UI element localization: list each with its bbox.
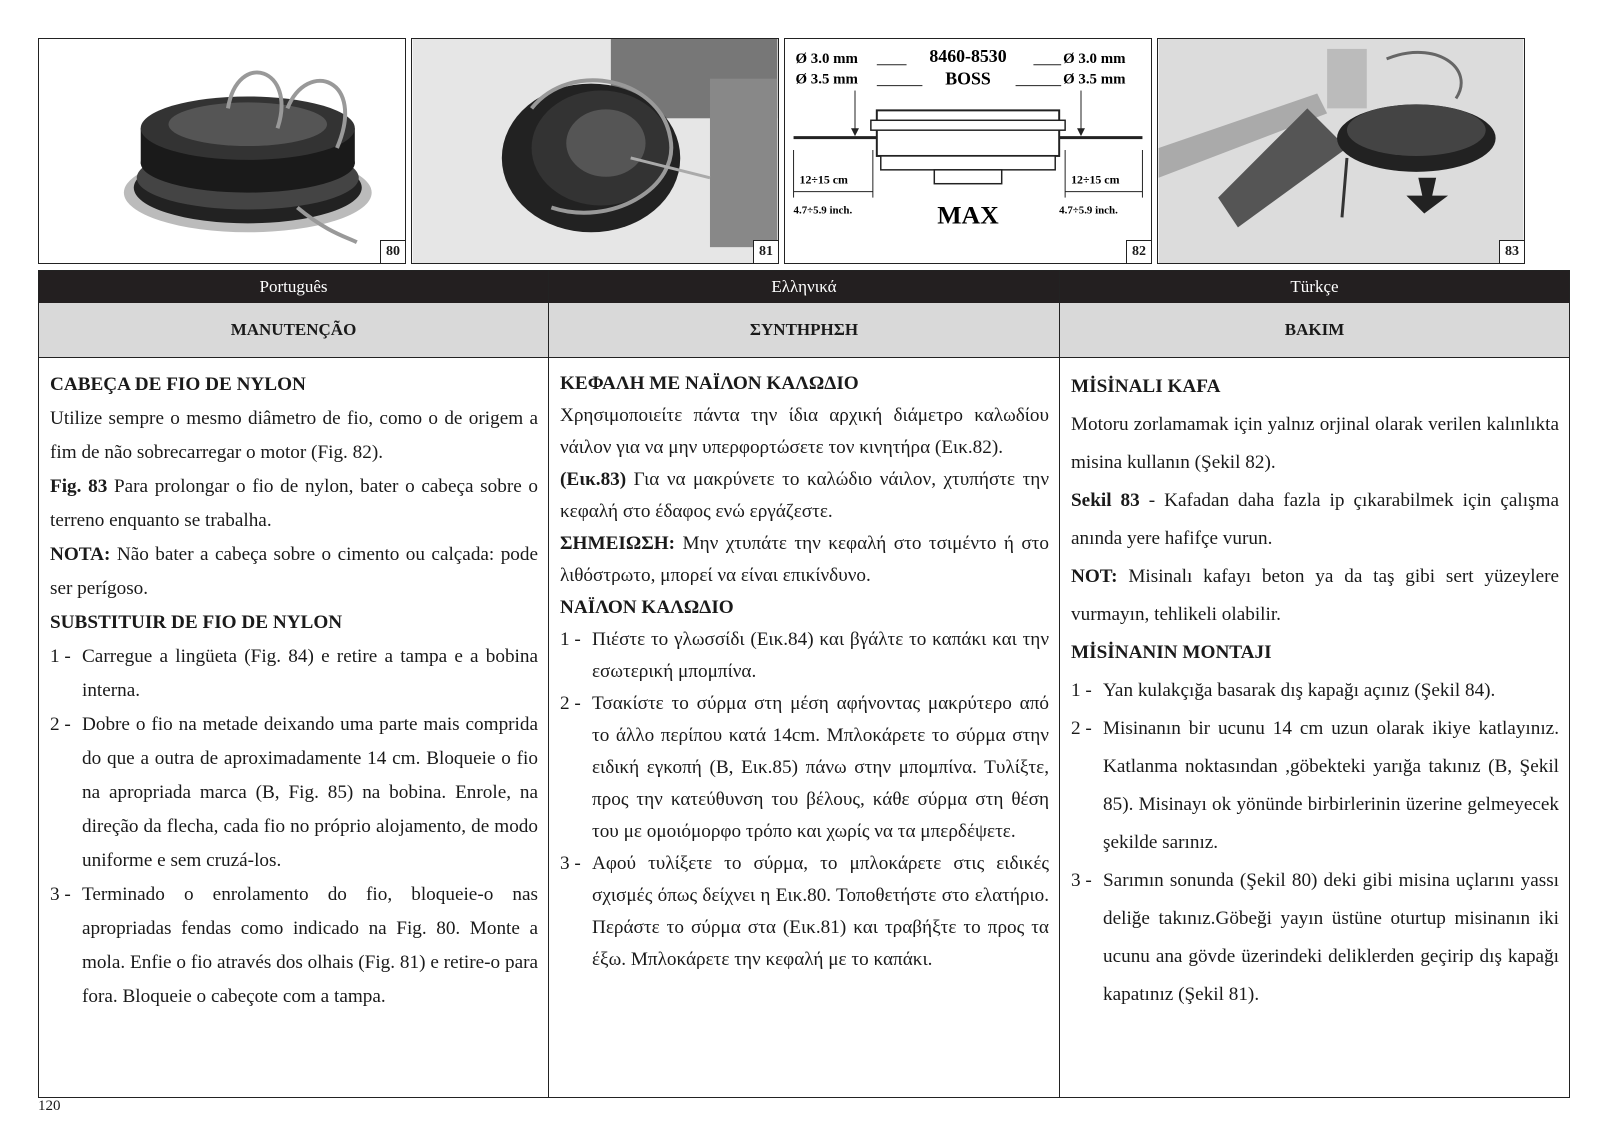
list-number: 3 - [560,853,581,874]
figure-number: 80 [380,240,405,263]
heading-1: ΚΕΦΑΛΗ ΜΕ ΝΑΪΛΟΝ ΚΑΛΩΔΙΟ [560,373,859,394]
note-lead: NOT: [1071,566,1118,587]
nylon-spool-icon [39,39,405,263]
paragraph-2-text: Για να μακρύνετε το καλώδιο νάιλον, χτυπήστε την κεφαλή στο έδαφος ενώ εργάζεστε. [560,469,1049,522]
diagram-left-bottom: Ø 3.5 mm [795,71,858,88]
list-text: Αφού τυλίξετε το σύρμα, το μπλοκάρετε στις ειδικές σχισμές όπως δείχνει η Εικ.80. Τοποθετήστε στο ελατήριο. Περάστε το σύρμα στα (Εικ.81) και τραβήξτε το προς τα έξω. Μπλοκάρετε την κεφαλή με το καπάκι. [592,853,1049,970]
diagram-max: MAX [937,200,999,230]
figure-number: 83 [1499,240,1524,263]
figure-number: 82 [1126,240,1151,263]
column-portuguese [39,271,548,1097]
column-body [1060,358,1569,1014]
figure-80 [38,38,406,264]
diagram-center-bottom: BOSS [945,68,991,89]
heading-2: ΝΑΪΛΟΝ ΚΑΛΩΔΙΟ [560,597,734,618]
list-text: Πιέστε το γλωσσίδι (Εικ.84) και βγάλτε το καπάκι και την εσωτερική μπομπίνα. [592,629,1049,682]
note-lead: ΣΗΜΕΙΩΣΗ: [560,533,676,554]
list-item [560,848,1049,976]
heading-1: CABEÇA DE FIO DE NYLON [50,374,306,395]
language-header: Türkçe [1060,271,1569,303]
list-text: Terminado o enrolamento do fio, bloqueie-o nas apropriadas fendas como indicado na Fig. 80. Monte a mola. Enfie o fio através dos olhais (Fig. 81) e retire-o para fora. Bloqueie o cabeçote com a tampa. [82,884,538,1007]
paragraph-2 [50,470,538,538]
note-lead: NOTA: [50,544,111,565]
list-number: 1 - [50,646,71,667]
note [560,528,1049,592]
paragraph-2-lead: Fig. 83 [50,476,108,497]
trimmer-arrow-icon [1158,39,1524,263]
three-language-table [38,270,1570,1098]
list-item [50,708,538,878]
line-diameter-diagram-icon [785,39,1151,263]
page-number: 120 [38,1098,61,1114]
list-text: Misinanın bir ucunu 14 cm uzun olarak ikiye katlayınız. Katlanma noktasından ,göbekteki yarığa takınız (B, Şekil 85). Misinayı ok yönünde birbirlerinin üzerine gelmeyecek şekilde sarınız. [1103,718,1559,853]
list-number: 2 - [50,714,71,735]
list-item [560,624,1049,688]
note-text: Não bater a cabeça sobre o cimento ou calçada: pode ser perígoso. [50,544,538,599]
paragraph-1: Utilize sempre o mesmo diâmetro de fio, como o de origem a fim de não sobrecarregar o motor (Fig. 82). [50,408,538,463]
column-body [549,358,1059,976]
list-number: 3 - [50,884,71,905]
figure-number: 81 [753,240,778,263]
list-item [50,640,538,708]
paragraph-2-lead: Sekil 83 [1071,490,1140,511]
note-text: Misinalı kafayı beton ya da taş gibi sert yüzeylere vurmayın, tehlikeli olabilir. [1071,566,1559,625]
column-greek [548,271,1059,1097]
paragraph-2-text: Para prolongar o fio de nylon, bater o cabeça sobre o terreno enquanto se trabalha. [50,476,538,531]
list-item [1071,862,1559,1014]
list-item [50,878,538,1014]
note-text: Μην χτυπάτε την κεφαλή στο τσιμέντο ή στο λιθόστρωτο, μπορεί να είναι επικίνδυνο. [560,533,1049,586]
list-number: 2 - [560,693,581,714]
list-number: 1 - [560,629,581,650]
diagram-len-inch-right: 4.7÷5.9 inch. [1059,204,1118,217]
paragraph-2-text: - Kafadan daha fazla ip çıkarabilmek için çalışma anında yere hafifçe vurun. [1071,490,1559,549]
list-number: 1 - [1071,680,1092,701]
paragraph-2 [560,464,1049,528]
diagram-len-inch-left: 4.7÷5.9 inch. [793,204,853,217]
section-title: MANUTENÇÃO [39,303,548,358]
figure-82 [784,38,1152,264]
paragraph-2 [1071,482,1559,558]
note [50,538,538,606]
list-number: 2 - [1071,718,1092,739]
diagram-left-top: Ø 3.0 mm [795,50,858,67]
list-text: Dobre o fio na metade deixando uma parte mais comprida do que a outra de aproximadamente 14 cm. Bloqueie o fio na apropriada marca (B, Fig. 85) na bobina. Enrole, na direção da flecha, cada fio no próprio alojamento, de modo uniforme e sem cruzá-los. [82,714,538,871]
list-item [560,688,1049,848]
language-header: Ελληνικά [549,271,1059,303]
paragraph-2-lead: (Εικ.83) [560,469,627,490]
figures-row [38,38,1570,266]
paragraph-1: Χρησιμοποιείτε πάντα την ίδια αρχική διάμετρο καλωδίου νάιλον για να μην υπερφορτώσετε τον κινητήρα (Εικ.82). [560,405,1049,458]
list-item [1071,710,1559,862]
list-text: Sarımın sonunda (Şekil 80) deki gibi misina uçlarını yassı deliğe takınız.Göbeği yayın üstüne oturtup misinanın iki ucunu ana gövde üzerindeki deliklerden geçirip dış kapağı kapatınız (Şekil 81). [1103,870,1559,1005]
language-header: Português [39,271,548,303]
diagram-len-cm-right: 12÷15 cm [1071,172,1120,187]
heading-2: SUBSTITUIR DE FIO DE NYLON [50,612,343,633]
paragraph-1: Motoru zorlamamak için yalnız orjinal olarak verilen kalınlıkta misina kullanın (Şekil 82). [1071,414,1559,473]
trimmer-head-icon [412,39,778,263]
heading-2: MİSİNANIN MONTAJI [1071,642,1272,663]
section-title: BAKIM [1060,303,1569,358]
diagram-center-top: 8460-8530 [929,45,1007,66]
figure-81 [411,38,779,264]
diagram-right-top: Ø 3.0 mm [1063,50,1126,67]
list-text: Carregue a lingüeta (Fig. 84) e retire a tampa e a bobina interna. [82,646,538,701]
list-text: Yan kulakçığa basarak dış kapağı açınız (Şekil 84). [1103,680,1496,701]
list-number: 3 - [1071,870,1092,891]
section-title: ΣΥΝΤΗΡΗΣΗ [549,303,1059,358]
diagram-len-cm-left: 12÷15 cm [799,172,848,187]
list-text: Τσακίστε το σύρμα στη μέση αφήνοντας μακρύτερο από το άλλο περίπου κατά 14cm. Μπλοκάρετε το σύρμα στην ειδική εγκοπή (B, Εικ.85) πάνω στην μπομπίνα. Τυλίξτε, προς την κατεύθυνση του βέλους, κάθε σύρμα στη θέση του με ομοιόμορφο τρόπο και χωρίς να τα μπερδέψετε. [592,693,1049,842]
column-turkish [1059,271,1569,1097]
note [1071,558,1559,634]
figure-83 [1157,38,1525,264]
heading-1: MİSİNALI KAFA [1071,376,1221,397]
diagram-right-bottom: Ø 3.5 mm [1063,71,1126,88]
list-item [1071,672,1559,710]
column-body [39,358,548,1014]
